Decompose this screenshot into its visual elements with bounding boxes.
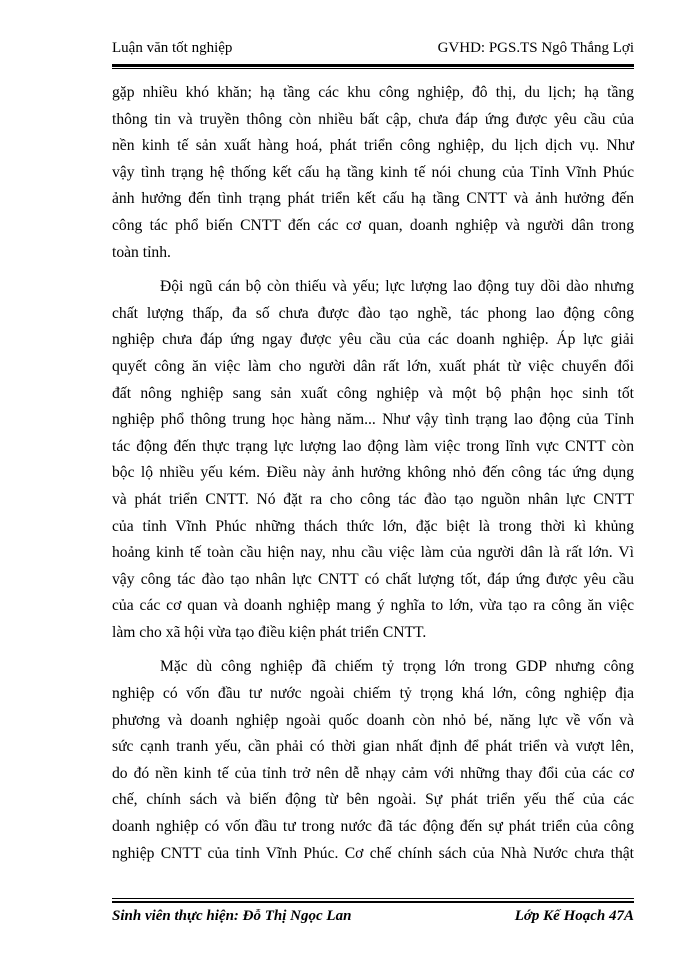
- text-line: sức cạnh tranh yếu, cần phải có thời gian nhất định để phát triển và vượt lên,: [112, 738, 634, 756]
- text-line: doanh nghiệp có vốn đầu tư trong nước đã tác động đến sự phát triển của công: [112, 818, 634, 836]
- text-line: đất nông nghiệp sang sản xuất công nghiệp và một bộ phận học sinh tốt: [112, 384, 634, 402]
- text-line: phương và doanh nghiệp ngoài quốc doanh còn nhỏ bé, năng lực về vốn và: [112, 711, 634, 729]
- footer-rule-thin: [112, 898, 634, 899]
- text-line: nghiệp có vốn đầu tư nước ngoài chiếm tỷ trọng khá lớn, công nghiệp địa: [112, 685, 634, 703]
- text-line: hoảng kinh tế toàn cầu hiện nay, nhu cầu việc làm của người dân là rất lớn. Vì: [112, 544, 634, 562]
- text-line: chất lượng thấp, đa số chưa được đào tạo nghề, tác phong lao động công: [112, 304, 634, 322]
- header-rule-thick: [112, 64, 634, 67]
- text-line: Đội ngũ cán bộ còn thiếu và yếu; lực lượng lao động tuy dồi dào nhưng: [160, 278, 634, 296]
- text-line: toàn tỉnh.: [112, 243, 171, 261]
- header-supervisor: GVHD: PGS.TS Ngô Thắng Lợi: [437, 40, 634, 56]
- text-line: bộc lộ nhiều yếu kém. Điều này ảnh hưởng không nhỏ đến công tác ứng dụng: [112, 464, 634, 482]
- text-line: của tỉnh Vĩnh Phúc những thách thức lớn, đặc biệt là trong thời kì khủng: [112, 517, 634, 535]
- text-line: nghiệp chưa đáp ứng ngay được yêu cầu của các doanh nghiệp. Áp lực giải: [112, 331, 634, 349]
- text-line: nền kinh tế sản xuất hàng hoá, phát triển công nghiệp, du lịch dịch vụ. Như: [112, 137, 634, 155]
- text-line: thông tin và truyền thông còn nhiều bất cập, chưa đáp ứng được yêu cầu của: [112, 110, 634, 128]
- text-line: làm cho xã hội vừa tạo điều kiện phát triển CNTT.: [112, 623, 427, 641]
- paragraph-2: [112, 274, 634, 646]
- paragraph-1: [112, 80, 634, 266]
- footer-student-name: Sinh viên thực hiện: Đỗ Thị Ngọc Lan: [112, 908, 352, 924]
- text-line: Mặc dù công nghiệp đã chiếm tỷ trọng lớn trong GDP nhưng công: [160, 658, 634, 676]
- text-line: nghiệp phổ thông trung học hàng năm... Như vậy tình trạng lao động của Tỉnh: [112, 411, 634, 429]
- header-rule-thin: [112, 68, 634, 69]
- text-line: của các cơ quan và doanh nghiệp mang ý nghĩa to lớn, vừa tạo ra công ăn việc: [112, 597, 634, 615]
- text-line: nghiệp CNTT của tỉnh Vĩnh Phúc. Cơ chế chính sách của Nhà Nước chưa thật: [112, 844, 634, 862]
- text-line: vậy tình trạng hệ thống kết cấu hạ tầng kinh tế nói chung của Tỉnh Vĩnh Phúc: [112, 163, 634, 181]
- document-body: [112, 80, 634, 875]
- page-header: [112, 38, 634, 60]
- text-line: ảnh hưởng đến tình trạng phát triển kết cấu hạ tầng CNTT và ảnh hưởng đến: [112, 190, 634, 208]
- text-line: vậy công tác đào tạo nhân lực CNTT có chất lượng tốt, đáp ứng được yêu cầu: [112, 570, 634, 588]
- text-line: quyết công ăn việc làm cho người dân rất lớn, xuất phát từ việc chuyển đổi: [112, 357, 634, 375]
- text-line: do đó nền kinh tế của tỉnh trở nên dễ nhạy cảm với những thay đổi của các cơ: [112, 764, 634, 782]
- text-line: gặp nhiều khó khăn; hạ tầng các khu công nghiệp, đô thị, du lịch; hạ tầng: [112, 84, 634, 101]
- text-line: và phát triển CNTT. Nó đặt ra cho công tác đào tạo nguồn nhân lực CNTT: [112, 490, 634, 508]
- page-footer: [112, 906, 634, 928]
- footer-rule-thick: [112, 901, 634, 903]
- paragraph-3: [112, 654, 634, 867]
- text-line: tác động đến thực trạng lực lượng lao động làm việc trong lĩnh vực CNTT còn: [112, 437, 634, 455]
- text-line: công tác phổ biến CNTT đến các cơ quan, doanh nghiệp và người dân trong: [112, 216, 634, 234]
- text-line: chế, chính sách và biến động từ bên ngoài. Sự phát triển yếu thế của các: [112, 791, 634, 809]
- footer-class: Lớp Kế Hoạch 47A: [514, 908, 634, 924]
- header-thesis-title: Luận văn tốt nghiệp: [112, 40, 233, 56]
